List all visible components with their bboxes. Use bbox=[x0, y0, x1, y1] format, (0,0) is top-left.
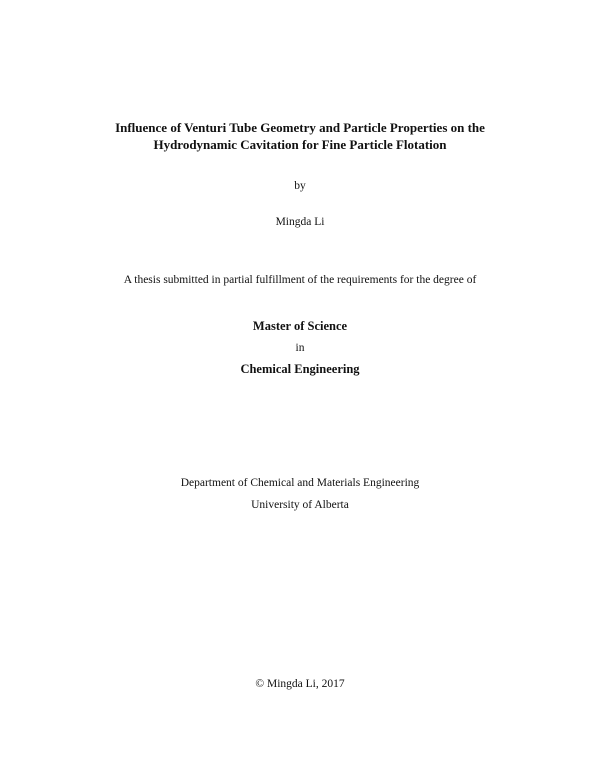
in-label: in bbox=[295, 342, 305, 354]
thesis-title-line-1: Influence of Venturi Tube Geometry and Particle Properties on the bbox=[115, 120, 485, 135]
submission-statement: A thesis submitted in partial fulfillment of the requirements for the degree of bbox=[123, 274, 477, 286]
thesis-title-line-2: Hydrodynamic Cavitation for Fine Particle Flotation bbox=[153, 137, 447, 152]
degree-name: Master of Science bbox=[252, 319, 348, 333]
copyright-notice: © Mingda Li, 2017 bbox=[255, 678, 345, 690]
field-of-study: Chemical Engineering bbox=[240, 362, 360, 376]
by-label: by bbox=[294, 180, 306, 192]
department-name: Department of Chemical and Materials Engineering bbox=[180, 477, 420, 489]
university-name: University of Alberta bbox=[251, 499, 349, 511]
author-name: Mingda Li bbox=[275, 216, 325, 228]
